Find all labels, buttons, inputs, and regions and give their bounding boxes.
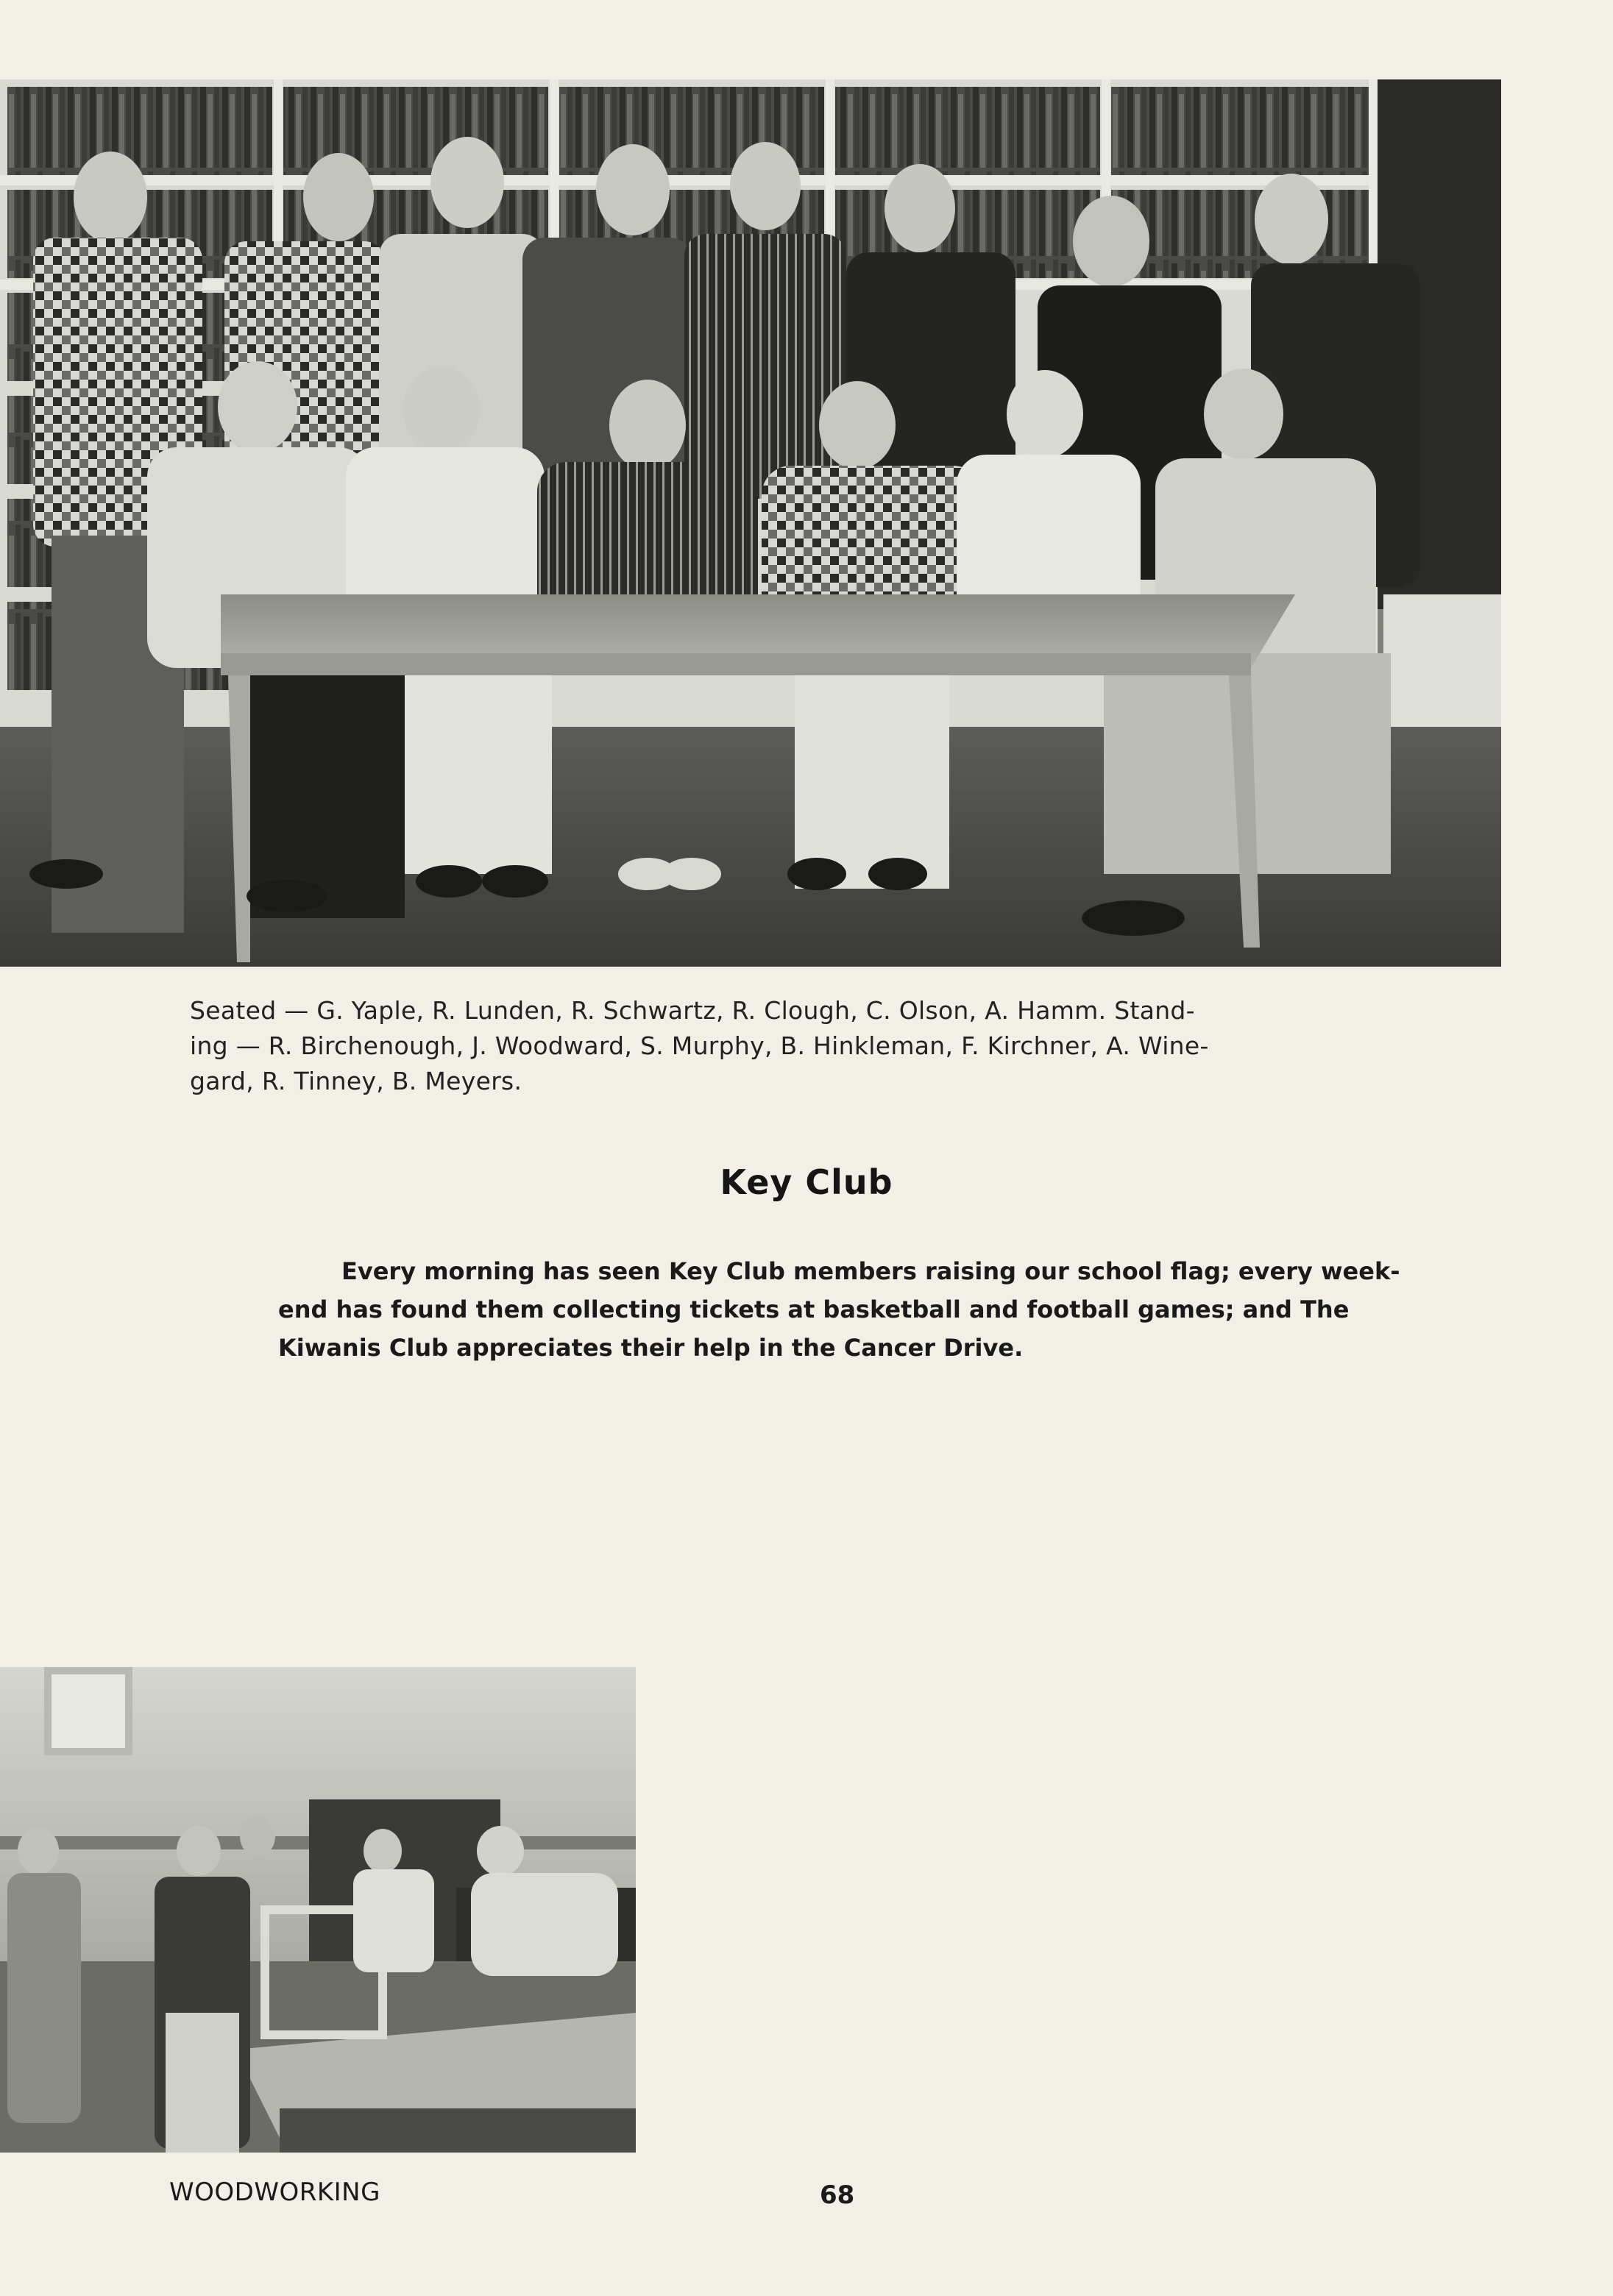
woodworking-photo (0, 1667, 636, 2153)
key-club-group-photo (0, 79, 1501, 967)
body-paragraph (278, 1252, 1400, 1367)
body-line-2: end has found them collecting tickets at basketball and football games; and The (278, 1296, 1350, 1323)
page-number: 68 (820, 2181, 855, 2210)
caption-line-3: gard, R. Tinney, B. Meyers. (190, 1067, 522, 1095)
caption-line-1: Seated — G. Yaple, R. Lunden, R. Schwartz, R. Clough, C. Olson, A. Hamm. Stand- (190, 996, 1195, 1025)
heading-text: Key Club (720, 1162, 893, 1202)
body-line-3: Kiwanis Club appreciates their help in the Cancer Drive. (278, 1334, 1024, 1362)
photo-caption (190, 993, 1308, 1099)
body-line-1: Every morning has seen Key Club members raising our school flag; every week- (341, 1257, 1400, 1285)
section-heading (0, 1162, 1613, 1202)
woodworking-label: WOODWORKING (169, 2178, 380, 2207)
caption-line-2: ing — R. Birchenough, J. Woodward, S. Murphy, B. Hinkleman, F. Kirchner, A. Wine- (190, 1031, 1209, 1060)
